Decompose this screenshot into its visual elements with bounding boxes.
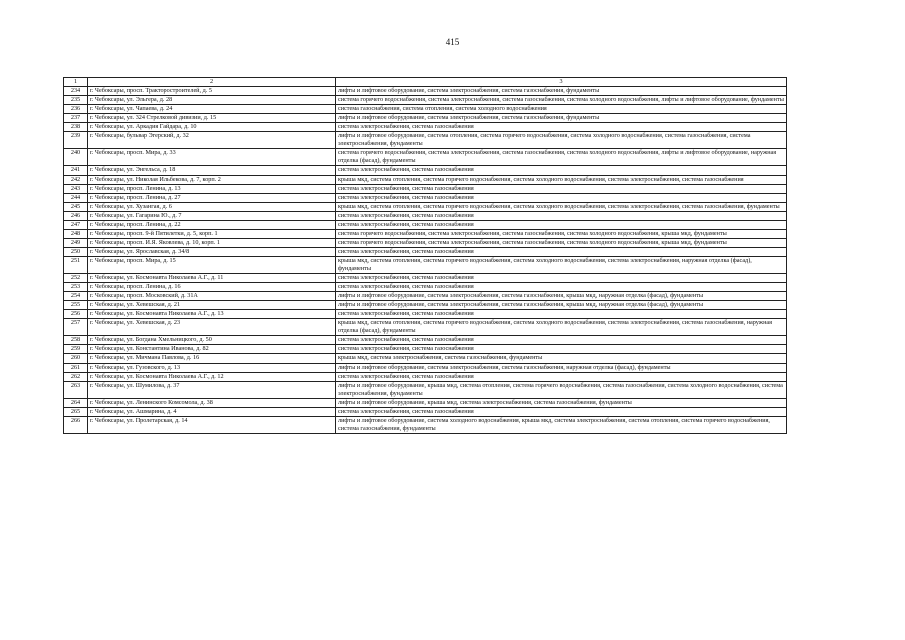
table-row <box>64 345 787 354</box>
row-number: 257 <box>64 319 88 336</box>
table-row <box>64 354 787 363</box>
table-row <box>64 416 787 433</box>
table-row <box>64 381 787 398</box>
row-number: 235 <box>64 96 88 105</box>
row-number: 239 <box>64 132 88 149</box>
table-row <box>64 247 787 256</box>
row-number: 265 <box>64 407 88 416</box>
row-works: система горячего водоснабжения, система электроснабжения, система газоснабжения, система холодного водоснабжения, лифты и лифтовое оборудование, фундаменты <box>336 96 787 105</box>
row-number: 254 <box>64 292 88 301</box>
row-address: г. Чебоксары, просп. Московский, д. 31А <box>88 292 336 301</box>
row-works: крыша мкд, система отопления, система горячего водоснабжения, система холодного водоснабжения, система электроснабжения, система газоснабжения <box>336 175 787 184</box>
row-address: г. Чебоксары, ул. Гузовского, д. 13 <box>88 363 336 372</box>
row-number: 259 <box>64 345 88 354</box>
row-address: г. Чебоксары, ул. Аркадия Гайдара, д. 10 <box>88 123 336 132</box>
row-address: г. Чебоксары, ул. Космонавта Николаева А.Г., д. 12 <box>88 372 336 381</box>
table-row <box>64 238 787 247</box>
row-number: 252 <box>64 274 88 283</box>
table-row <box>64 336 787 345</box>
row-address: г. Чебоксары, просп. Мира, д. 15 <box>88 256 336 273</box>
table-row <box>64 301 787 310</box>
row-address: г. Чебоксары, просп. Ленина, д. 27 <box>88 193 336 202</box>
table-row <box>64 202 787 211</box>
row-number: 261 <box>64 363 88 372</box>
row-number: 240 <box>64 149 88 166</box>
row-works: лифты и лифтовое оборудование, система электроснабжения, система газоснабжения, фундаменты <box>336 114 787 123</box>
row-address: г. Чебоксары, просп. Мира, д. 33 <box>88 149 336 166</box>
row-works: лифты и лифтовое оборудование, система отопления, система горячего водоснабжения, система холодного водоснабжения, система газоснабжения, система электроснабжения, фундаменты <box>336 132 787 149</box>
table-row <box>64 372 787 381</box>
row-number: 262 <box>64 372 88 381</box>
table-row <box>64 310 787 319</box>
table-header-row <box>64 78 787 87</box>
row-number: 253 <box>64 283 88 292</box>
row-number: 234 <box>64 87 88 96</box>
row-address: г. Чебоксары, ул. Богдана Хмельницкого, д. 50 <box>88 336 336 345</box>
table-row <box>64 211 787 220</box>
row-works: система электроснабжения, система газоснабжения <box>336 372 787 381</box>
table-row <box>64 407 787 416</box>
row-works: лифты и лифтовое оборудование, система холодного водоснабжения, крыша мкд, система электроснабжения, система отопления, система горячего водоснабжения, система газоснабжения, фундаменты <box>336 416 787 433</box>
row-address: г. Чебоксары, ул. Чапаева, д. 24 <box>88 105 336 114</box>
row-works: система электроснабжения, система газоснабжения <box>336 166 787 175</box>
row-address: г. Чебоксары, ул. Николая Ильбекова, д. 7, корп. 2 <box>88 175 336 184</box>
table-row <box>64 105 787 114</box>
row-works: система электроснабжения, система газоснабжения <box>336 211 787 220</box>
row-address: г. Чебоксары, ул. Энгельса, д. 18 <box>88 166 336 175</box>
row-address: г. Чебоксары, ул. Ярославская, д. 34/8 <box>88 247 336 256</box>
row-address: г. Чебоксары, ул. Хевешская, д. 23 <box>88 319 336 336</box>
row-works: система горячего водоснабжения, система электроснабжения, система газоснабжения, система холодного водоснабжения, крыша мкд, фундаменты <box>336 238 787 247</box>
table-row <box>64 319 787 336</box>
row-address: г. Чебоксары, ул. Константина Иванова, д. 82 <box>88 345 336 354</box>
table-row <box>64 274 787 283</box>
row-works: система электроснабжения, система газоснабжения <box>336 123 787 132</box>
row-number: 246 <box>64 211 88 220</box>
row-works: система электроснабжения, система газоснабжения <box>336 345 787 354</box>
table-row <box>64 149 787 166</box>
row-number: 256 <box>64 310 88 319</box>
row-works: система электроснабжения, система газоснабжения <box>336 310 787 319</box>
table-row <box>64 123 787 132</box>
table-row <box>64 292 787 301</box>
row-number: 238 <box>64 123 88 132</box>
row-address: г. Чебоксары, ул. Хевешская, д. 21 <box>88 301 336 310</box>
column-header-works: 3 <box>336 78 787 87</box>
row-address: г. Чебоксары, просп. Тракторостроителей, д. 5 <box>88 87 336 96</box>
page-number: 415 <box>445 37 460 47</box>
column-header-number: 1 <box>64 78 88 87</box>
table-row <box>64 363 787 372</box>
table-row <box>64 96 787 105</box>
table-row <box>64 166 787 175</box>
row-number: 255 <box>64 301 88 310</box>
row-works: система газоснабжения, система отопления, система холодного водоснабжения <box>336 105 787 114</box>
row-address: г. Чебоксары, просп. 9-й Пятилетки, д. 5, корп. 1 <box>88 229 336 238</box>
row-address: г. Чебоксары, просп. И.Я. Яковлева, д. 10, корп. 1 <box>88 238 336 247</box>
row-number: 249 <box>64 238 88 247</box>
row-address: г. Чебоксары, ул. Космонавта Николаева А.Г., д. 11 <box>88 274 336 283</box>
row-works: крыша мкд, система электроснабжения, система газоснабжения, фундаменты <box>336 354 787 363</box>
row-address: г. Чебоксары, ул. Хузангая, д. 6 <box>88 202 336 211</box>
row-address: г. Чебоксары, просп. Ленина, д. 22 <box>88 220 336 229</box>
row-number: 241 <box>64 166 88 175</box>
row-works: лифты и лифтовое оборудование, система электроснабжения, система газоснабжения, наружная отделка (фасад), фундаменты <box>336 363 787 372</box>
row-works: лифты и лифтовое оборудование, система электроснабжения, система газоснабжения, крыша мкд, наружная отделка (фасад), фундаменты <box>336 301 787 310</box>
table-row <box>64 114 787 123</box>
row-works: система горячего водоснабжения, система электроснабжения, система газоснабжения, система холодного водоснабжения, лифты и лифтовое оборудование, наружная отделка (фасад), фундаменты <box>336 149 787 166</box>
table-row <box>64 132 787 149</box>
row-address: г. Чебоксары, ул. Эльгера, д. 28 <box>88 96 336 105</box>
row-number: 263 <box>64 381 88 398</box>
row-number: 251 <box>64 256 88 273</box>
row-number: 266 <box>64 416 88 433</box>
table-row <box>64 87 787 96</box>
row-works: система электроснабжения, система газоснабжения <box>336 220 787 229</box>
row-address: г. Чебоксары, ул. Гагарина Ю., д. 7 <box>88 211 336 220</box>
row-works: система электроснабжения, система газоснабжения <box>336 283 787 292</box>
row-works: лифты и лифтовое оборудование, система электроснабжения, система газоснабжения, фундаменты <box>336 87 787 96</box>
row-number: 250 <box>64 247 88 256</box>
row-number: 258 <box>64 336 88 345</box>
row-number: 248 <box>64 229 88 238</box>
row-works: крыша мкд, система отопления, система горячего водоснабжения, система холодного водоснабжения, система электроснабжения, наружная отделка (фасад), фундаменты <box>336 256 787 273</box>
table-row <box>64 193 787 202</box>
row-address: г. Чебоксары, просп. Ленина, д. 13 <box>88 184 336 193</box>
row-address: г. Чебоксары, бульвар Эгерский, д. 32 <box>88 132 336 149</box>
table-row <box>64 398 787 407</box>
row-works: система электроснабжения, система газоснабжения <box>336 274 787 283</box>
row-address: г. Чебоксары, ул. Шумилова, д. 37 <box>88 381 336 398</box>
row-address: г. Чебоксары, ул. Пролетарская, д. 14 <box>88 416 336 433</box>
row-works: система электроснабжения, система газоснабжения <box>336 407 787 416</box>
row-number: 242 <box>64 175 88 184</box>
row-number: 245 <box>64 202 88 211</box>
row-address: г. Чебоксары, ул. Мичмана Павлова, д. 16 <box>88 354 336 363</box>
row-number: 236 <box>64 105 88 114</box>
row-address: г. Чебоксары, ул. Космонавта Николаева А.Г., д. 13 <box>88 310 336 319</box>
row-works: лифты и лифтовое оборудование, крыша мкд, система электроснабжения, система газоснабжения, фундаменты <box>336 398 787 407</box>
row-works: система электроснабжения, система газоснабжения <box>336 193 787 202</box>
table-row <box>64 283 787 292</box>
row-address: г. Чебоксары, просп. Ленина, д. 16 <box>88 283 336 292</box>
row-address: г. Чебоксары, ул. Ленинского Комсомола, д. 38 <box>88 398 336 407</box>
table-row <box>64 256 787 273</box>
row-works: система электроснабжения, система газоснабжения <box>336 336 787 345</box>
row-works: крыша мкд, система отопления, система горячего водоснабжения, система холодного водоснабжения, система электроснабжения, система газоснабжения, наружная отделка (фасад), фундаменты <box>336 319 787 336</box>
table-row <box>64 220 787 229</box>
row-number: 244 <box>64 193 88 202</box>
row-works: лифты и лифтовое оборудование, крыша мкд, система отопления, система горячего водоснабжения, система газоснабжения, система холодного водоснабжения, система электроснабжения, фундаменты <box>336 381 787 398</box>
column-header-address: 2 <box>88 78 336 87</box>
row-works: лифты и лифтовое оборудование, система электроснабжения, система газоснабжения, крыша мкд, наружная отделка (фасад), фундаменты <box>336 292 787 301</box>
table-row <box>64 184 787 193</box>
row-works: система горячего водоснабжения, система электроснабжения, система газоснабжения, система холодного водоснабжения, крыша мкд, фундаменты <box>336 229 787 238</box>
table-row <box>64 175 787 184</box>
table-row <box>64 229 787 238</box>
row-number: 264 <box>64 398 88 407</box>
row-works: система электроснабжения, система газоснабжения <box>336 184 787 193</box>
row-address: г. Чебоксары, ул. 324 Стрелковой дивизии, д. 15 <box>88 114 336 123</box>
row-number: 237 <box>64 114 88 123</box>
row-works: система электроснабжения, система газоснабжения <box>336 247 787 256</box>
register-table <box>63 77 787 434</box>
row-address: г. Чебоксары, ул. Ашмарина, д. 4 <box>88 407 336 416</box>
row-works: крыша мкд, система отопления, система горячего водоснабжения, система холодного водоснабжения, система электроснабжения, система газоснабжения, фундаменты <box>336 202 787 211</box>
row-number: 247 <box>64 220 88 229</box>
row-number: 260 <box>64 354 88 363</box>
row-number: 243 <box>64 184 88 193</box>
